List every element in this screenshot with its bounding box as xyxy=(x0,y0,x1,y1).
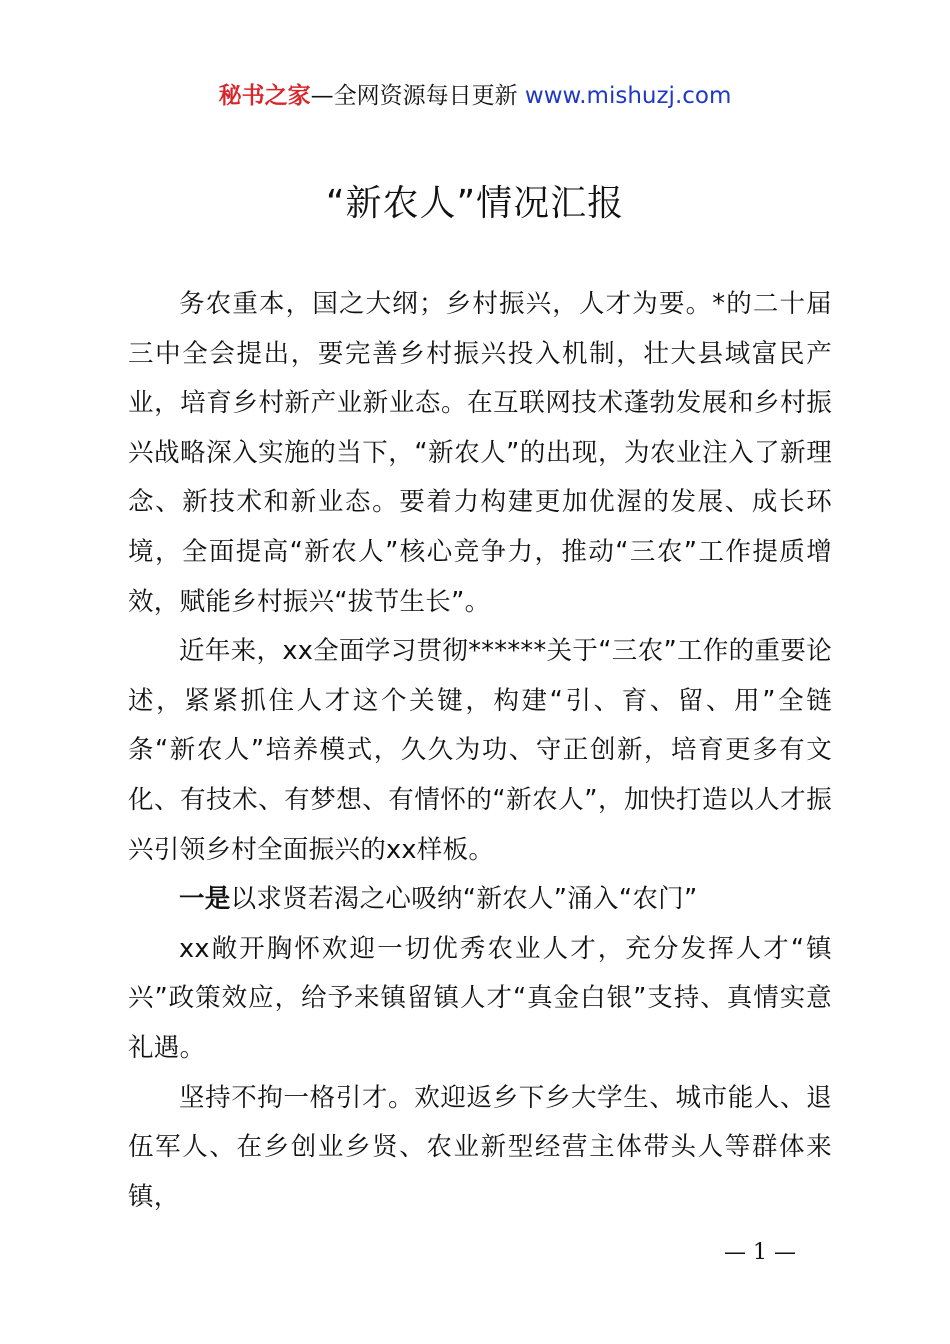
header-tagline: —全网资源每日更新 xyxy=(310,83,525,109)
paragraph-intro: 务农重本，国之大纲；乡村振兴，人才为要。*的二十届三中全会提出，要完善乡村振兴投入机制，壮大县域富民产业，培育乡村新产业新业态。在互联网技术蓬勃发展和乡村振兴战略深入实施的当下，“新农人”的出现，为农业注入了新理念、新技术和新业态。要着力构建更加优渥的发展、成长环境，全面提高“新农人”核心竞争力，推动“三农”工作提质增效，赋能乡村振兴“拔节生长”。 xyxy=(128,289,832,617)
paragraph-section-one-body: xx敞开胸怀欢迎一切优秀农业人才，充分发挥人才“镇兴”政策效应，给予来镇留镇人才“真金白银”支持、真情实意礼遇。 xyxy=(128,933,832,1063)
paragraph-recent-years: 近年来，xx全面学习贯彻******关于“三农”工作的重要论述，紧紧抓住人才这个关键，构建“引、育、留、用”全链条“新农人”培养模式，久久为功、守正创新，培育更多有文化、有技术、有梦想、有情怀的“新农人”，加快打造以人才振兴引领乡村全面振兴的xx样板。 xyxy=(128,636,832,865)
paragraph-talent-recruitment: 坚持不拘一格引才。欢迎返乡下乡大学生、城市能人、退伍军人、在乡创业乡贤、农业新型经营主体带头人等群体来镇， xyxy=(128,1082,832,1212)
site-header xyxy=(0,80,950,112)
document-title: “新农人”情况汇报 xyxy=(325,183,625,224)
site-url-link[interactable]: www.mishuzj.com xyxy=(524,83,732,109)
section-one-heading-text: 以求贤若渴之心吸纳“新农人”涌入“农门” xyxy=(230,884,698,915)
brand-name: 秘书之家 xyxy=(218,83,311,109)
section-one-heading xyxy=(128,875,832,925)
page-number: — 1 — xyxy=(724,1240,796,1265)
document-body xyxy=(128,280,832,1222)
section-one-lead: 一是 xyxy=(179,884,231,915)
